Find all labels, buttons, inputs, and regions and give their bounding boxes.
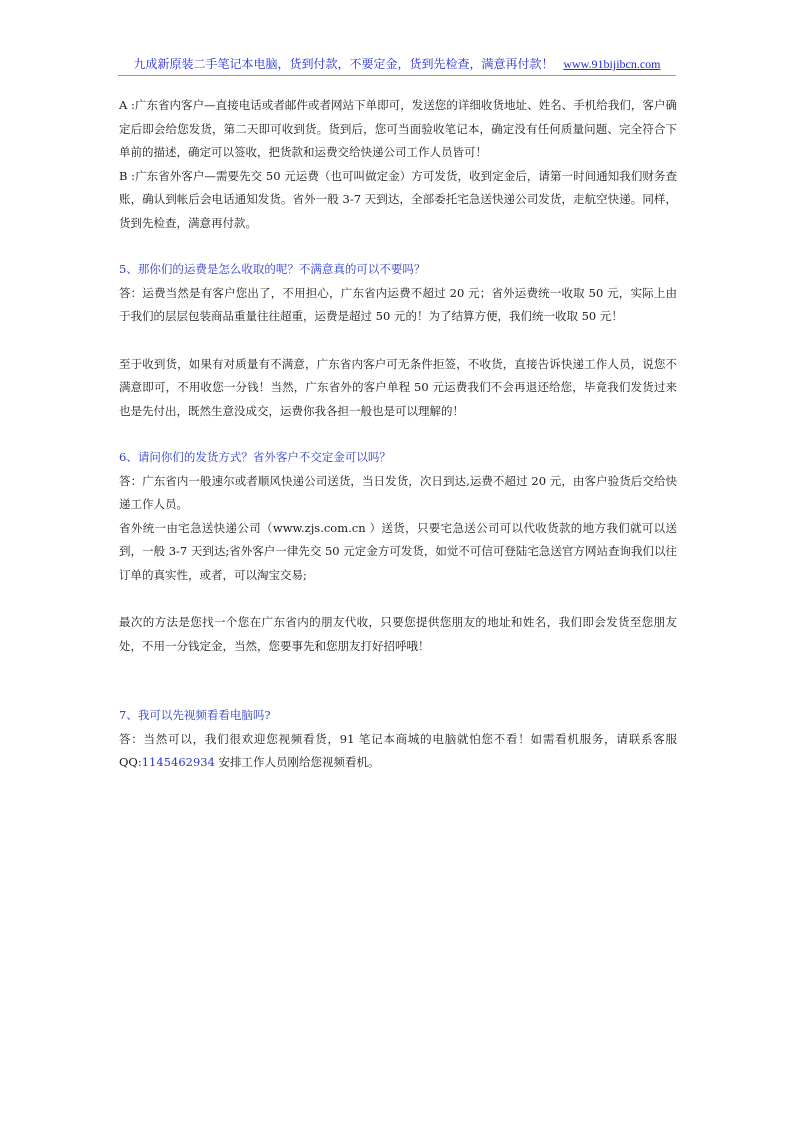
page-header — [118, 55, 676, 76]
question-6: 6、请问你们的发货方式？省外客户不交定金可以吗？ — [119, 450, 391, 464]
answer-6-outside: 省外统一由宅急送快递公司（www.zjs.com.cn ）送货，只要宅急送公司可以代收货款的地方我们就可以送到，一般 3-7 天到达;省外客户一律先交 50 元定金方可发货，如觉不可信可登陆宅急送官方网站查询我们以往订单的真实性，或者，可以淘宝交易; — [119, 520, 677, 582]
answer-7 — [119, 728, 677, 775]
paragraph-a-guangdong-local: A :广东省内客户—直接电话或者邮件或者网站下单即可，发送您的详细收货地址、姓名、手机给我们，客户确定后即会给您发货，第二天即可收到货。货到后，您可当面验收笔记本，确定没有任何质量问题、完全符合下单前的描述，确定可以签收，把货款和运费交给快递公司工作人员皆可！ — [119, 98, 677, 159]
answer-6-friend-option: 最次的方法是您找一个您在广东省内的朋友代收，只要您提供您朋友的地址和姓名，我们即会发货至您朋友处，不用一分钱定金，当然，您要事先和您朋友打好招呼哦！ — [119, 615, 677, 653]
answer-7-text: 答：当然可以，我们很欢迎您视频看货，91 笔记本商城的电脑就怕您不看！如需看机服务，请联系客服 QQ: — [119, 731, 677, 769]
question-5: 5、那你们的运费是怎么收取的呢？不满意真的可以不要吗？ — [119, 262, 426, 276]
question-7: 7、我可以先视频看看电脑吗? — [119, 708, 271, 722]
document-body — [119, 94, 677, 775]
answer-7-tail: 安排工作人员刚给您视频看机。 — [214, 755, 380, 769]
answer-5-continued: 至于收到货，如果有对质量有不满意，广东省内客户可无条件拒签，不收货，直接告诉快递工作人员，说您不满意即可，不用收您一分钱！当然，广东省外的客户单程 50 元运费我们不会再退还给您，毕竟我们发货过来也是先付出，既然生意没成交，运费你我各担一般也是可以理解的！ — [119, 356, 677, 418]
paragraph-b-outside-guangdong: B :广东省外客户—需要先交 50 元运费（也可叫做定金）方可发货，收到定金后，请第一时间通知我们财务查账，确认到帐后会电话通知发货。省外一般 3-7 天到达，全部委托宅急送快递公司发货，走航空快递。同样，货到先检查，满意再付款。 — [119, 168, 677, 230]
answer-5: 答：运费当然是有客户您出了，不用担心，广东省内运费不超过 20 元；省外运费统一收取 50 元，实际上由于我们的层层包装商品重量往往超重，运费是超过 50 元的！为了结算方便，我们统一收取 50 元！ — [119, 285, 677, 323]
header-slogan: 九成新原装二手笔记本电脑，货到付款，不要定金，货到先检查，满意再付款！ — [133, 57, 554, 71]
qq-number[interactable]: 1145462934 — [141, 755, 215, 769]
answer-6: 答：广东省内一般速尔或者顺风快递公司送货，当日发货，次日到达,运费不超过 20 元，由客户验货后交给快递工作人员。 — [119, 473, 677, 511]
header-website-link[interactable]: www.91bijibcn.com — [563, 57, 661, 71]
